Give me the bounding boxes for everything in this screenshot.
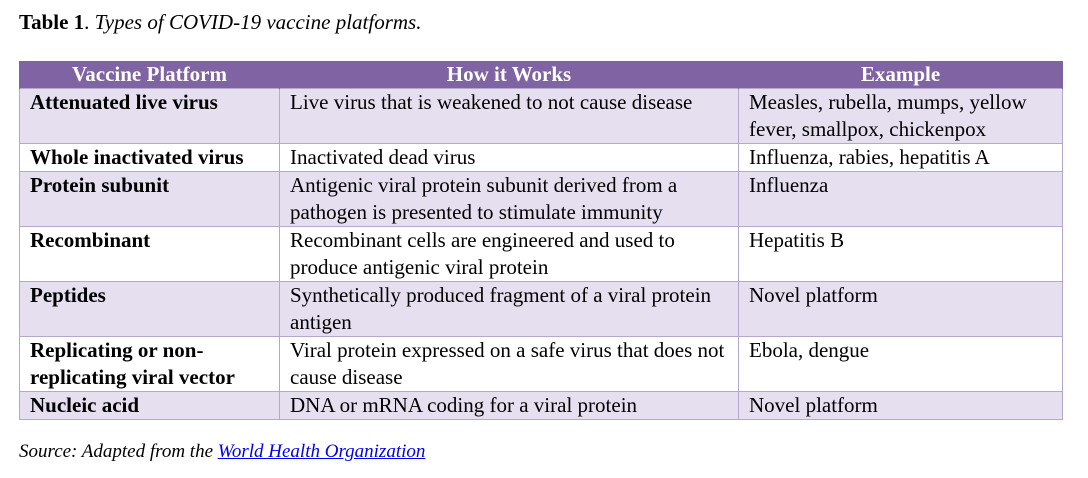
platform-cell: Whole inactivated virus (20, 144, 280, 172)
header-vaccine-platform: Vaccine Platform (20, 61, 280, 89)
example-cell: Influenza (739, 172, 1063, 227)
how-it-works-cell: Synthetically produced fragment of a viral protein antigen (280, 282, 739, 337)
platform-cell: Replicating or non-replicating viral vector (20, 337, 280, 392)
example-cell: Measles, rubella, mumps, yellow fever, smallpox, chickenpox (739, 89, 1063, 144)
table-header-row (20, 61, 1063, 89)
header-how-it-works: How it Works (280, 61, 739, 89)
platform-cell: Recombinant (20, 227, 280, 282)
table-row (20, 337, 1063, 392)
table-caption (19, 9, 421, 35)
example-cell: Novel platform (739, 392, 1063, 420)
how-it-works-cell: Antigenic viral protein subunit derived from a pathogen is presented to stimulate immunity (280, 172, 739, 227)
example-cell: Novel platform (739, 282, 1063, 337)
who-source-link[interactable]: World Health Organization (217, 441, 426, 462)
how-it-works-cell: Viral protein expressed on a safe virus that does not cause disease (280, 337, 739, 392)
table-row (20, 282, 1063, 337)
vaccine-platforms-table (19, 61, 1063, 420)
how-it-works-cell: DNA or mRNA coding for a viral protein (280, 392, 739, 420)
header-example: Example (739, 61, 1063, 89)
platform-cell: Attenuated live virus (20, 89, 280, 144)
caption-title: Types of COVID-19 vaccine platforms. (94, 10, 422, 34)
source-note (19, 440, 425, 464)
platform-cell: Peptides (20, 282, 280, 337)
example-cell: Ebola, dengue (739, 337, 1063, 392)
caption-label: Table 1 (19, 10, 85, 34)
table-row (20, 392, 1063, 420)
how-it-works-cell: Recombinant cells are engineered and used to produce antigenic viral protein (280, 227, 739, 282)
caption-separator: . (84, 10, 95, 34)
table-row (20, 227, 1063, 282)
source-prefix: Source: Adapted from the (19, 441, 218, 462)
example-cell: Hepatitis B (739, 227, 1063, 282)
platform-cell: Nucleic acid (20, 392, 280, 420)
how-it-works-cell: Live virus that is weakened to not cause disease (280, 89, 739, 144)
platform-cell: Protein subunit (20, 172, 280, 227)
table-row (20, 89, 1063, 144)
table-row (20, 172, 1063, 227)
how-it-works-cell: Inactivated dead virus (280, 144, 739, 172)
example-cell: Influenza, rabies, hepatitis A (739, 144, 1063, 172)
table-row (20, 144, 1063, 172)
